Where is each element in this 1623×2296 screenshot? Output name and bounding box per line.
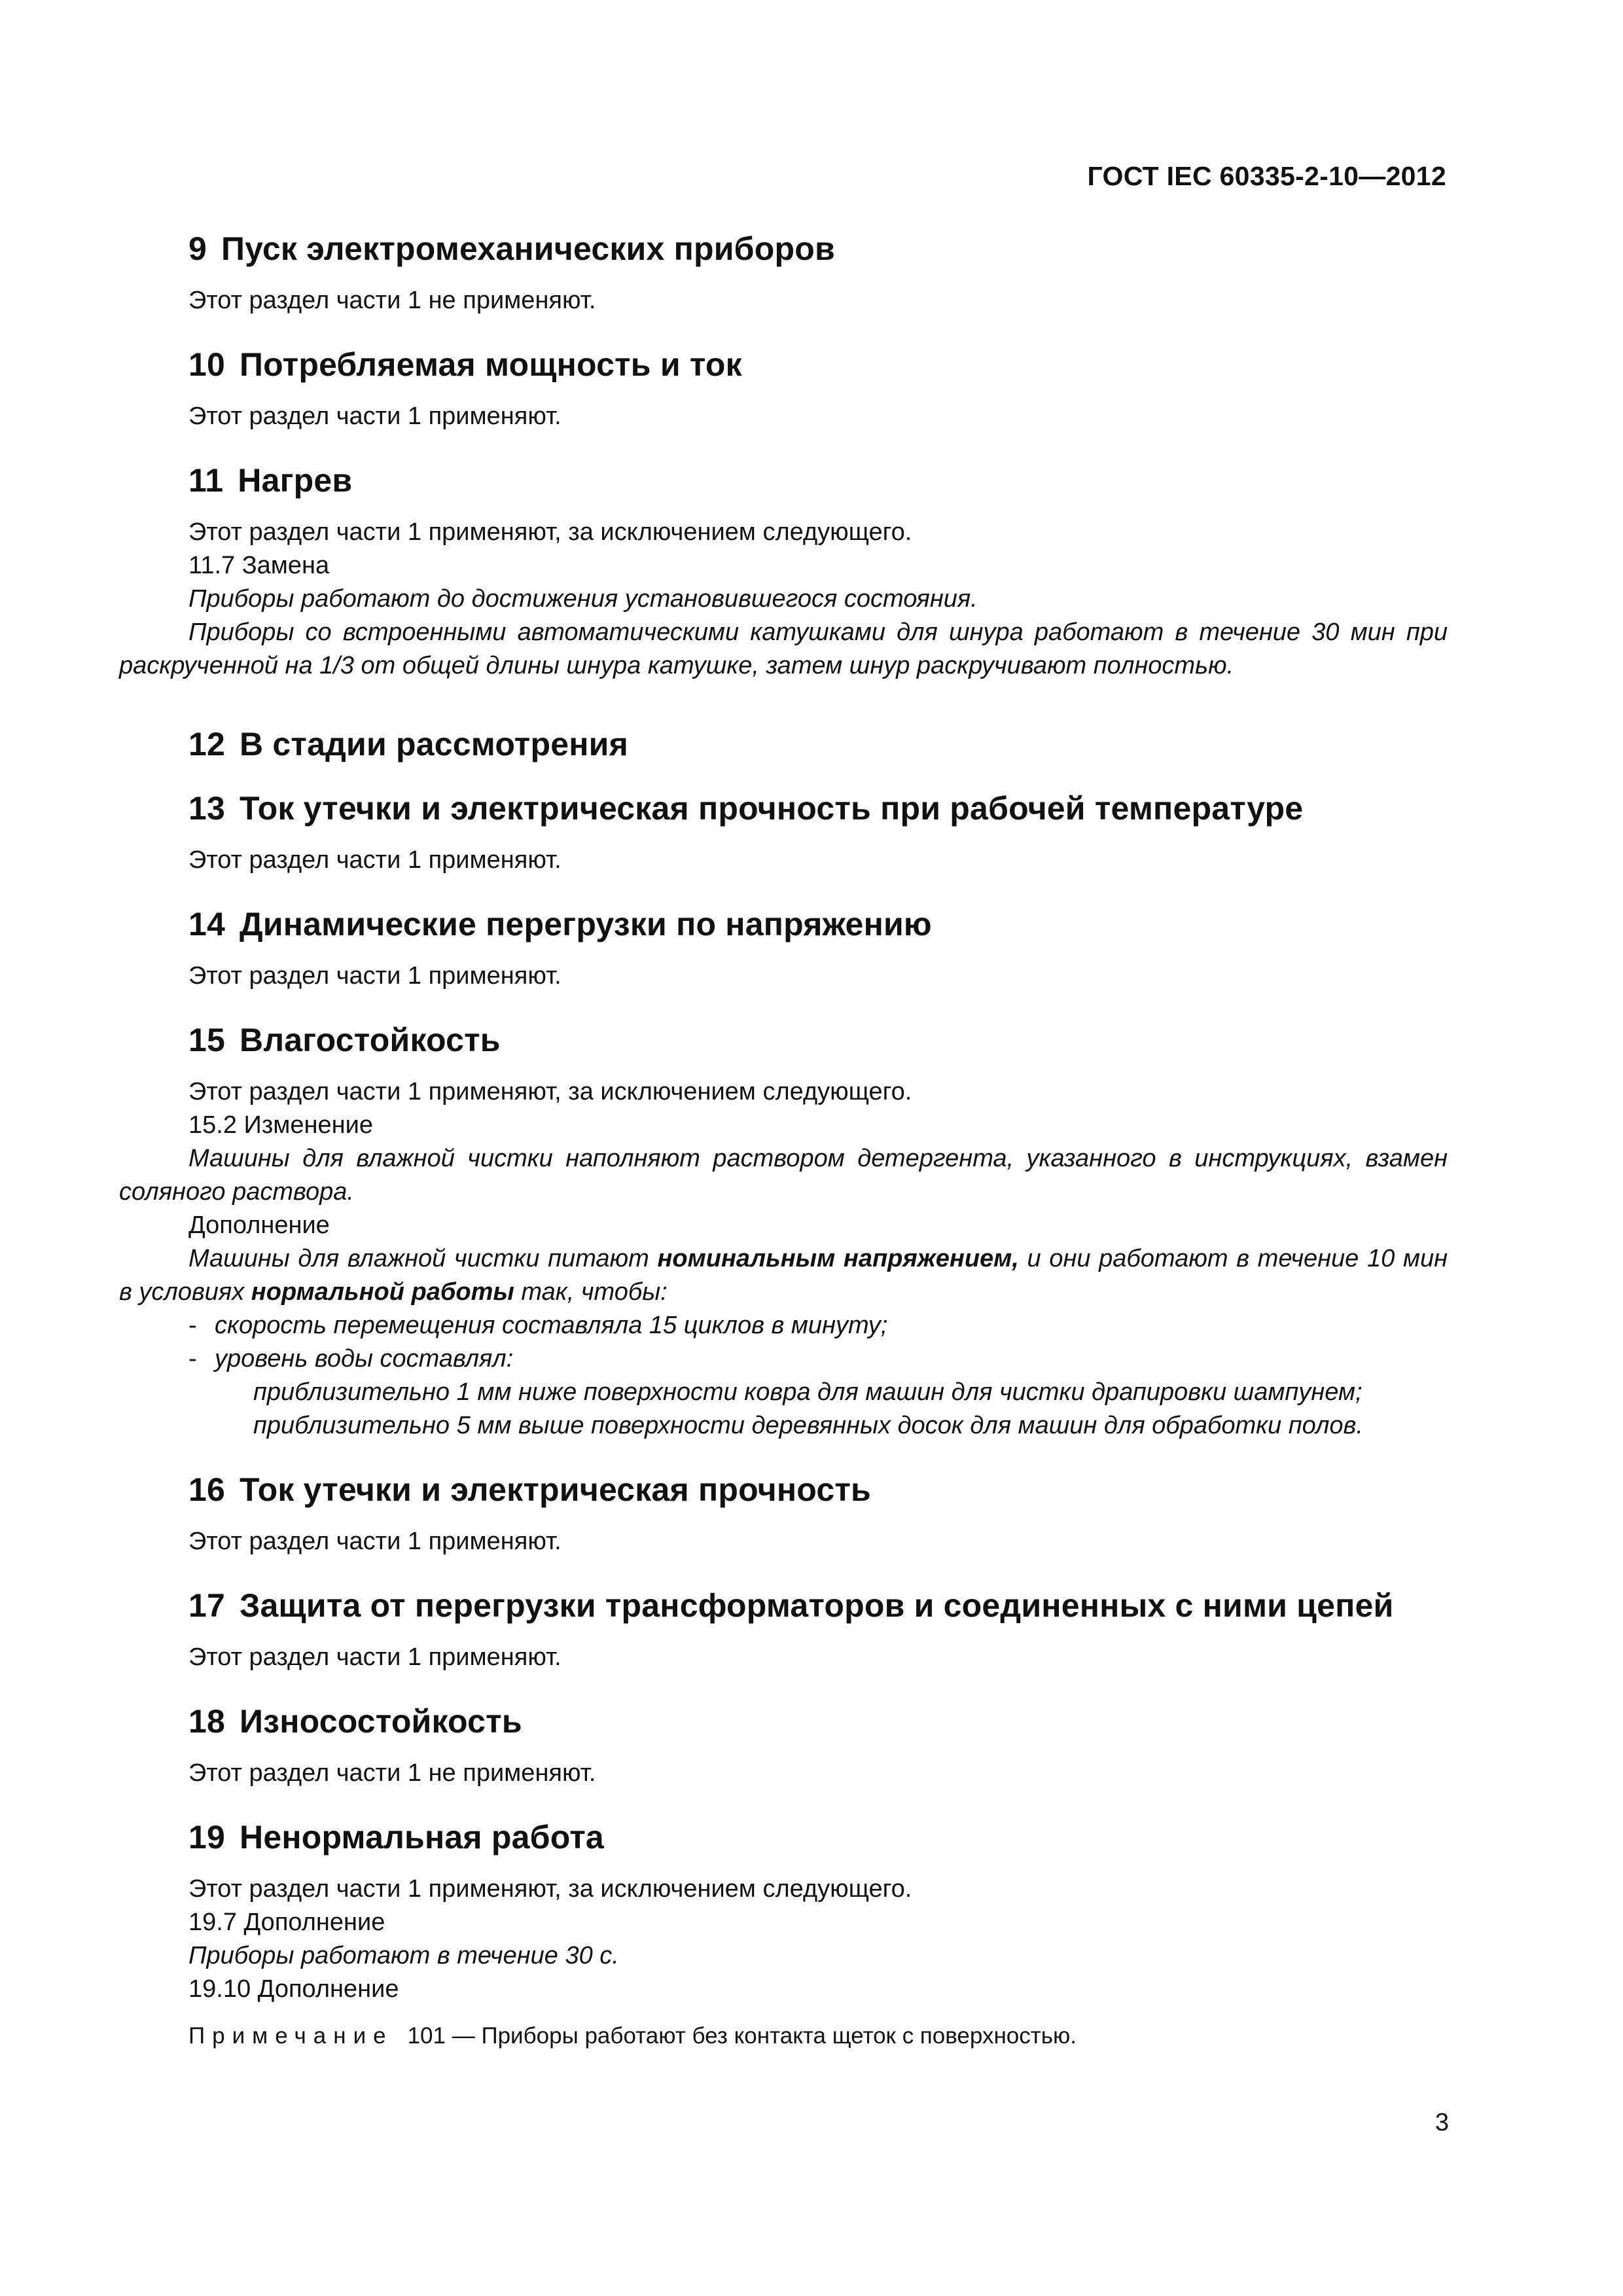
section-text: Этот раздел части 1 применяют, за исключением следующего. bbox=[188, 518, 912, 546]
section-text: Этот раздел части 1 не применяют. bbox=[188, 1759, 596, 1787]
section-title: Защита от перегрузки трансформаторов и соединенных с ними цепей bbox=[240, 1587, 1394, 1624]
sub-list-item: приблизительно 1 мм ниже поверхности ковра для машин для чистки драпировки шампунем; bbox=[253, 1378, 1363, 1406]
section-heading-11 bbox=[119, 459, 1448, 501]
defined-term: нормальной работы bbox=[251, 1278, 514, 1306]
section-number: 9 bbox=[188, 230, 207, 267]
section-heading-17 bbox=[119, 1585, 1448, 1626]
dash-marker: - bbox=[188, 1345, 197, 1372]
clause-paragraph: Приборы работают до достижения установившегося состояния. bbox=[188, 585, 978, 613]
page-number: 3 bbox=[1435, 2109, 1449, 2136]
section-title: Ток утечки и электрическая прочность при рабочей температуре bbox=[240, 790, 1304, 827]
section-text: Этот раздел части 1 применяют. bbox=[188, 1643, 562, 1671]
section-title: Динамические перегрузки по напряжению bbox=[240, 906, 932, 942]
note-text: 101 — Приборы работают без контакта щеток с поверхностью. bbox=[407, 2023, 1077, 2049]
section-heading-19 bbox=[119, 1816, 1448, 1858]
standard-code: ГОСТ IEC 60335-2-10—2012 bbox=[1087, 161, 1446, 191]
clause-paragraph: Приборы со встроенными автоматическими катушками для шнура работают в течение 30 мин при раскрученной на 1/3 от общей длины шнура катушке, затем шнур раскручивают полностью. bbox=[119, 619, 1448, 679]
clause-heading: 11.7 Замена bbox=[188, 552, 330, 579]
section-heading-13 bbox=[119, 787, 1448, 829]
clause-heading: 15.2 Изменение bbox=[188, 1111, 373, 1139]
section-number: 19 bbox=[188, 1819, 226, 1856]
section-text: Этот раздел части 1 применяют. bbox=[188, 846, 562, 874]
section-number: 15 bbox=[188, 1022, 226, 1058]
section-number: 18 bbox=[188, 1703, 226, 1740]
list-item-text: скорость перемещения составляла 15 циклов в минуту; bbox=[215, 1312, 888, 1339]
section-number: 17 bbox=[188, 1587, 226, 1624]
section-heading-14 bbox=[119, 903, 1448, 945]
section-title: Пуск электромеханических приборов bbox=[221, 230, 835, 267]
section-title: Влагостойкость bbox=[240, 1022, 501, 1058]
section-heading-16 bbox=[119, 1469, 1448, 1511]
document-body bbox=[119, 228, 1448, 2052]
text-run: Машины для влажной чистки питают bbox=[188, 1245, 658, 1272]
section-title: Ненормальная работа bbox=[240, 1819, 604, 1856]
section-heading-12 bbox=[119, 723, 1448, 765]
section-title: В стадии рассмотрения bbox=[240, 726, 628, 762]
section-title: Ток утечки и электрическая прочность bbox=[240, 1471, 871, 1508]
clause-paragraph: Приборы работают в течение 30 с. bbox=[188, 1942, 619, 1969]
section-title: Нагрев bbox=[238, 462, 353, 499]
section-number: 11 bbox=[188, 462, 224, 499]
section-number: 14 bbox=[188, 906, 226, 942]
section-number: 16 bbox=[188, 1471, 226, 1508]
section-text: Этот раздел части 1 применяют, за исключением следующего. bbox=[188, 1078, 912, 1105]
section-number: 12 bbox=[188, 726, 226, 762]
section-heading-10 bbox=[119, 344, 1448, 386]
list-item bbox=[119, 1342, 1448, 1376]
clause-paragraph: Машины для влажной чистки наполняют раствором детергента, указанного в инструкциях, взамен соляного раствора. bbox=[119, 1145, 1448, 1206]
clause-paragraph bbox=[119, 1242, 1448, 1309]
list-item bbox=[119, 1309, 1448, 1342]
text-run: и они работают в течение 10 мин в условиях bbox=[119, 1245, 1448, 1306]
section-title: Износостойкость bbox=[240, 1703, 522, 1740]
section-text: Этот раздел части 1 применяют. bbox=[188, 1528, 562, 1555]
section-text: Этот раздел части 1 применяют, за исключением следующего. bbox=[188, 1875, 912, 1903]
clause-heading: 19.7 Дополнение bbox=[188, 1909, 385, 1936]
section-heading-15 bbox=[119, 1019, 1448, 1061]
section-text: Этот раздел части 1 применяют. bbox=[188, 962, 562, 990]
note bbox=[119, 2020, 1448, 2052]
section-heading-18 bbox=[119, 1700, 1448, 1742]
text-run: так, чтобы: bbox=[514, 1278, 668, 1306]
sub-list-item: приблизительно 5 мм выше поверхности деревянных досок для машин для обработки полов. bbox=[253, 1412, 1363, 1439]
clause-heading: 19.10 Дополнение bbox=[188, 1975, 399, 2003]
section-number: 10 bbox=[188, 346, 226, 383]
dash-marker: - bbox=[188, 1312, 197, 1339]
section-number: 13 bbox=[188, 790, 226, 827]
section-text: Этот раздел части 1 не применяют. bbox=[188, 287, 596, 314]
section-title: Потребляемая мощность и ток bbox=[240, 346, 742, 383]
note-label: Примечание bbox=[188, 2023, 393, 2049]
section-heading-9 bbox=[119, 228, 1448, 270]
list-item-text: уровень воды составлял: bbox=[215, 1345, 514, 1372]
section-text: Этот раздел части 1 применяют. bbox=[188, 403, 562, 430]
addition-label: Дополнение bbox=[188, 1211, 330, 1239]
defined-term: номинальным напряжением, bbox=[657, 1245, 1019, 1272]
